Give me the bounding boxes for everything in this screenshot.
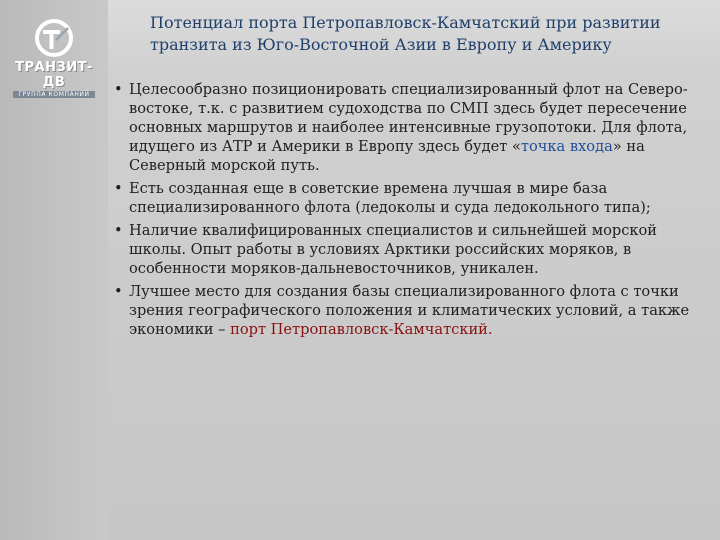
company-logo	[6, 18, 102, 98]
bullet-text-end: » на Северный морской путь.	[129, 138, 645, 174]
bullet-marker: •	[114, 283, 123, 300]
title-line-2: транзита из Юго-Восточной Азии в Европу и Америку	[150, 35, 612, 54]
logo-name: ТРАНЗИТ-ДВ	[15, 60, 93, 90]
bullet-item-3	[112, 221, 708, 278]
bullet-text: Есть созданная еще в советские времена лучшая в мире база специализированного флота (ледоколы и суда ледокольного типа);	[129, 180, 651, 216]
transit-dv-logo-icon	[34, 18, 74, 58]
highlight-port: порт Петропавловск-Камчатский.	[230, 321, 493, 338]
title-line-1: Потенциал порта Петропавловск-Камчатский при развитии	[150, 13, 661, 32]
bullet-list	[112, 80, 708, 343]
bullet-item-1	[112, 80, 708, 175]
logo-subtitle: ГРУППА КОМПАНИЙ	[13, 91, 95, 98]
bullet-text: Целесообразно позиционировать специализированный флот на Северо-востоке, т.к. с развитием судоходства по СМП здесь будет пересечение основных маршрутов и наиболее интенсивные грузопотоки. Для флота, идущего из АТР и Америки в Европу здесь будет «	[129, 81, 688, 155]
bullet-text: Лучшее место для создания базы специализированного флота с точки зрения географического положения и климатических условий, а также экономики –	[129, 283, 690, 338]
bullet-marker: •	[114, 180, 123, 197]
bullet-marker: •	[114, 81, 123, 98]
bullet-text: Наличие квалифицированных специалистов и сильнейшей морской школы. Опыт работы в условиях Арктики российских моряков, в особенности моряков-дальневосточников, уникален.	[129, 222, 658, 277]
bullet-item-4	[112, 282, 708, 339]
highlight-entry-point: точка входа	[520, 138, 613, 155]
bullet-item-2	[112, 179, 708, 217]
bullet-marker: •	[114, 222, 123, 239]
slide-title	[150, 12, 700, 56]
